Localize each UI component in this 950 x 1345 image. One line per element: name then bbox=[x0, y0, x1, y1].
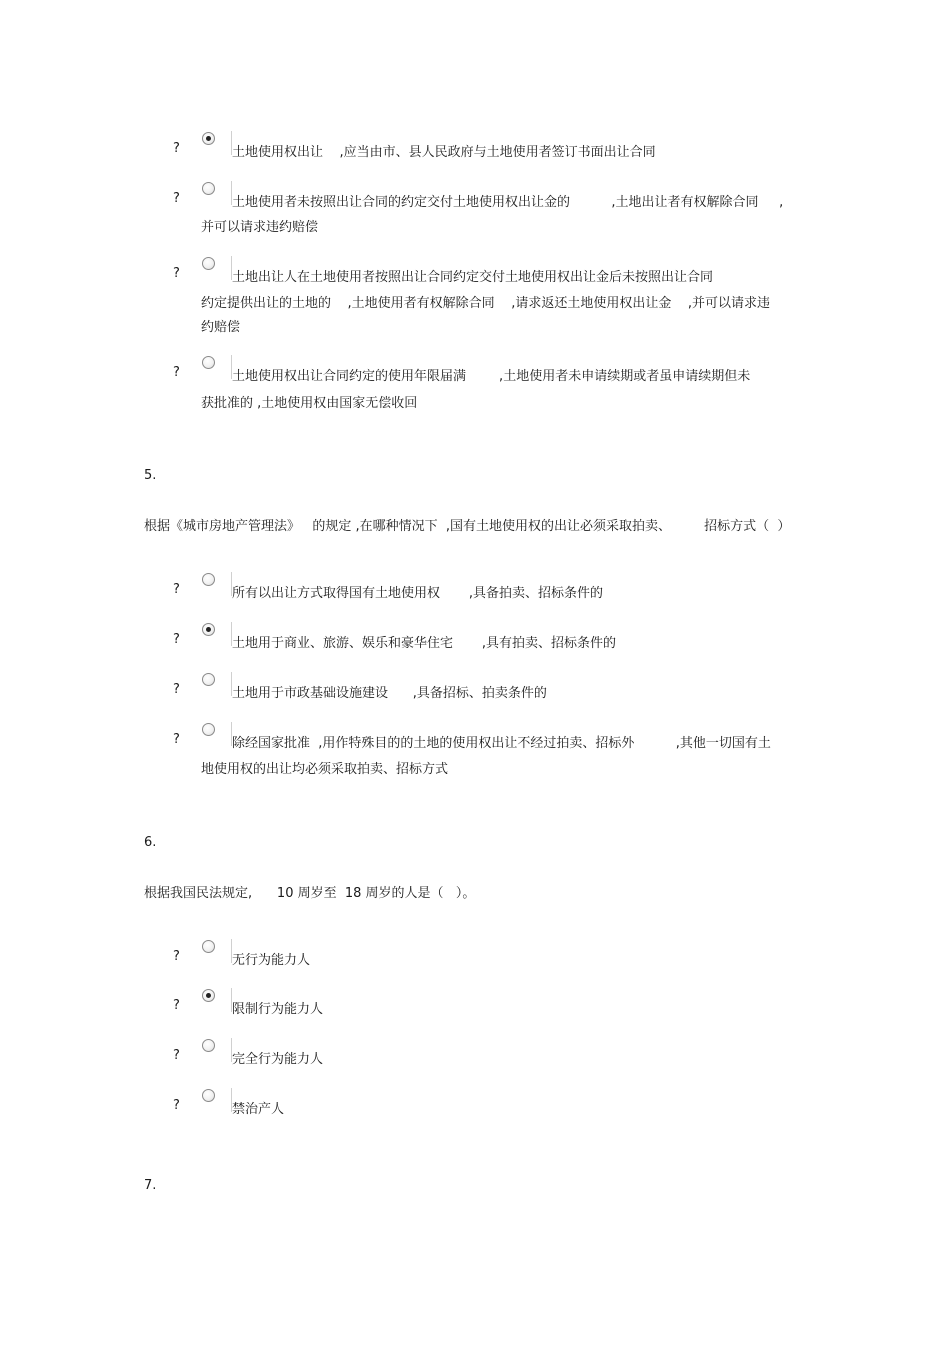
radio-unchecked-icon[interactable] bbox=[202, 940, 215, 953]
radio-unchecked-icon[interactable] bbox=[202, 1039, 215, 1052]
option-bullet: ? bbox=[173, 141, 180, 156]
radio-unchecked-icon[interactable] bbox=[202, 673, 215, 686]
radio-unchecked-icon[interactable] bbox=[202, 182, 215, 195]
option-text: 土地使用权出让合同约定的使用年限届满 ,土地使用者未申请续期或者虽申请续期但未 bbox=[232, 369, 751, 384]
radio-unchecked-icon[interactable] bbox=[202, 573, 215, 586]
option-text-continued: 获批准的 ,土地使用权由国家无偿收回 bbox=[201, 396, 418, 411]
option-text: 所有以出让方式取得国有土地使用权 ,具备拍卖、招标条件的 bbox=[232, 586, 604, 601]
radio-unchecked-icon[interactable] bbox=[202, 1089, 215, 1102]
option-bullet: ? bbox=[173, 191, 180, 206]
radio-checked-icon[interactable] bbox=[202, 132, 215, 145]
option-text-continued: 约定提供出让的土地的 ,土地使用者有权解除合同 ,请求返还土地使用权出让金 ,并可以请求违 bbox=[201, 296, 770, 311]
option-text: 无行为能力人 bbox=[232, 953, 311, 968]
question-number: 6. bbox=[144, 835, 157, 850]
option-bullet: ? bbox=[173, 582, 180, 597]
option-bullet: ? bbox=[173, 365, 180, 380]
option-text-continued: 约赔偿 bbox=[201, 320, 241, 335]
option-text-continued: 并可以请求违约赔偿 bbox=[201, 220, 319, 235]
option-text: 完全行为能力人 bbox=[232, 1052, 324, 1067]
radio-unchecked-icon[interactable] bbox=[202, 723, 215, 736]
question-stem: 根据我国民法规定, 10 周岁至 18 周岁的人是（ ）。 bbox=[144, 886, 476, 901]
radio-checked-icon[interactable] bbox=[202, 623, 215, 636]
option-bullet: ? bbox=[173, 998, 180, 1013]
option-bullet: ? bbox=[173, 949, 180, 964]
radio-checked-icon[interactable] bbox=[202, 989, 215, 1002]
option-bullet: ? bbox=[173, 682, 180, 697]
option-bullet: ? bbox=[173, 632, 180, 647]
option-text: 土地用于市政基础设施建设 ,具备招标、拍卖条件的 bbox=[232, 686, 547, 701]
option-text: 土地使用权出让 ,应当由市、县人民政府与土地使用者签订书面出让合同 bbox=[232, 145, 656, 160]
option-bullet: ? bbox=[173, 732, 180, 747]
question-stem: 根据《城市房地产管理法》 的规定 ,在哪种情况下 ,国有土地使用权的出让必须采取拍卖、 招标方式（ ） bbox=[144, 519, 791, 534]
option-text-continued: 地使用权的出让均必须采取拍卖、招标方式 bbox=[201, 762, 449, 777]
option-text: 禁治产人 bbox=[232, 1102, 285, 1117]
option-text: 除经国家批准 ,用作特殊目的的土地的使用权出让不经过拍卖、招标外 ,其他一切国有土 bbox=[232, 736, 771, 751]
question-number: 5. bbox=[144, 468, 157, 483]
option-text: 限制行为能力人 bbox=[232, 1002, 324, 1017]
radio-unchecked-icon[interactable] bbox=[202, 356, 215, 369]
option-text: 土地出让人在土地使用者按照出让合同约定交付土地使用权出让金后未按照出让合同 bbox=[232, 270, 714, 285]
option-text: 土地使用者未按照出让合同的约定交付土地使用权出让金的 ,土地出让者有权解除合同 , bbox=[232, 195, 784, 210]
radio-unchecked-icon[interactable] bbox=[202, 257, 215, 270]
option-bullet: ? bbox=[173, 1048, 180, 1063]
option-text: 土地用于商业、旅游、娱乐和豪华住宅 ,具有拍卖、招标条件的 bbox=[232, 636, 617, 651]
option-bullet: ? bbox=[173, 1098, 180, 1113]
question-number: 7. bbox=[144, 1178, 157, 1193]
option-bullet: ? bbox=[173, 266, 180, 281]
